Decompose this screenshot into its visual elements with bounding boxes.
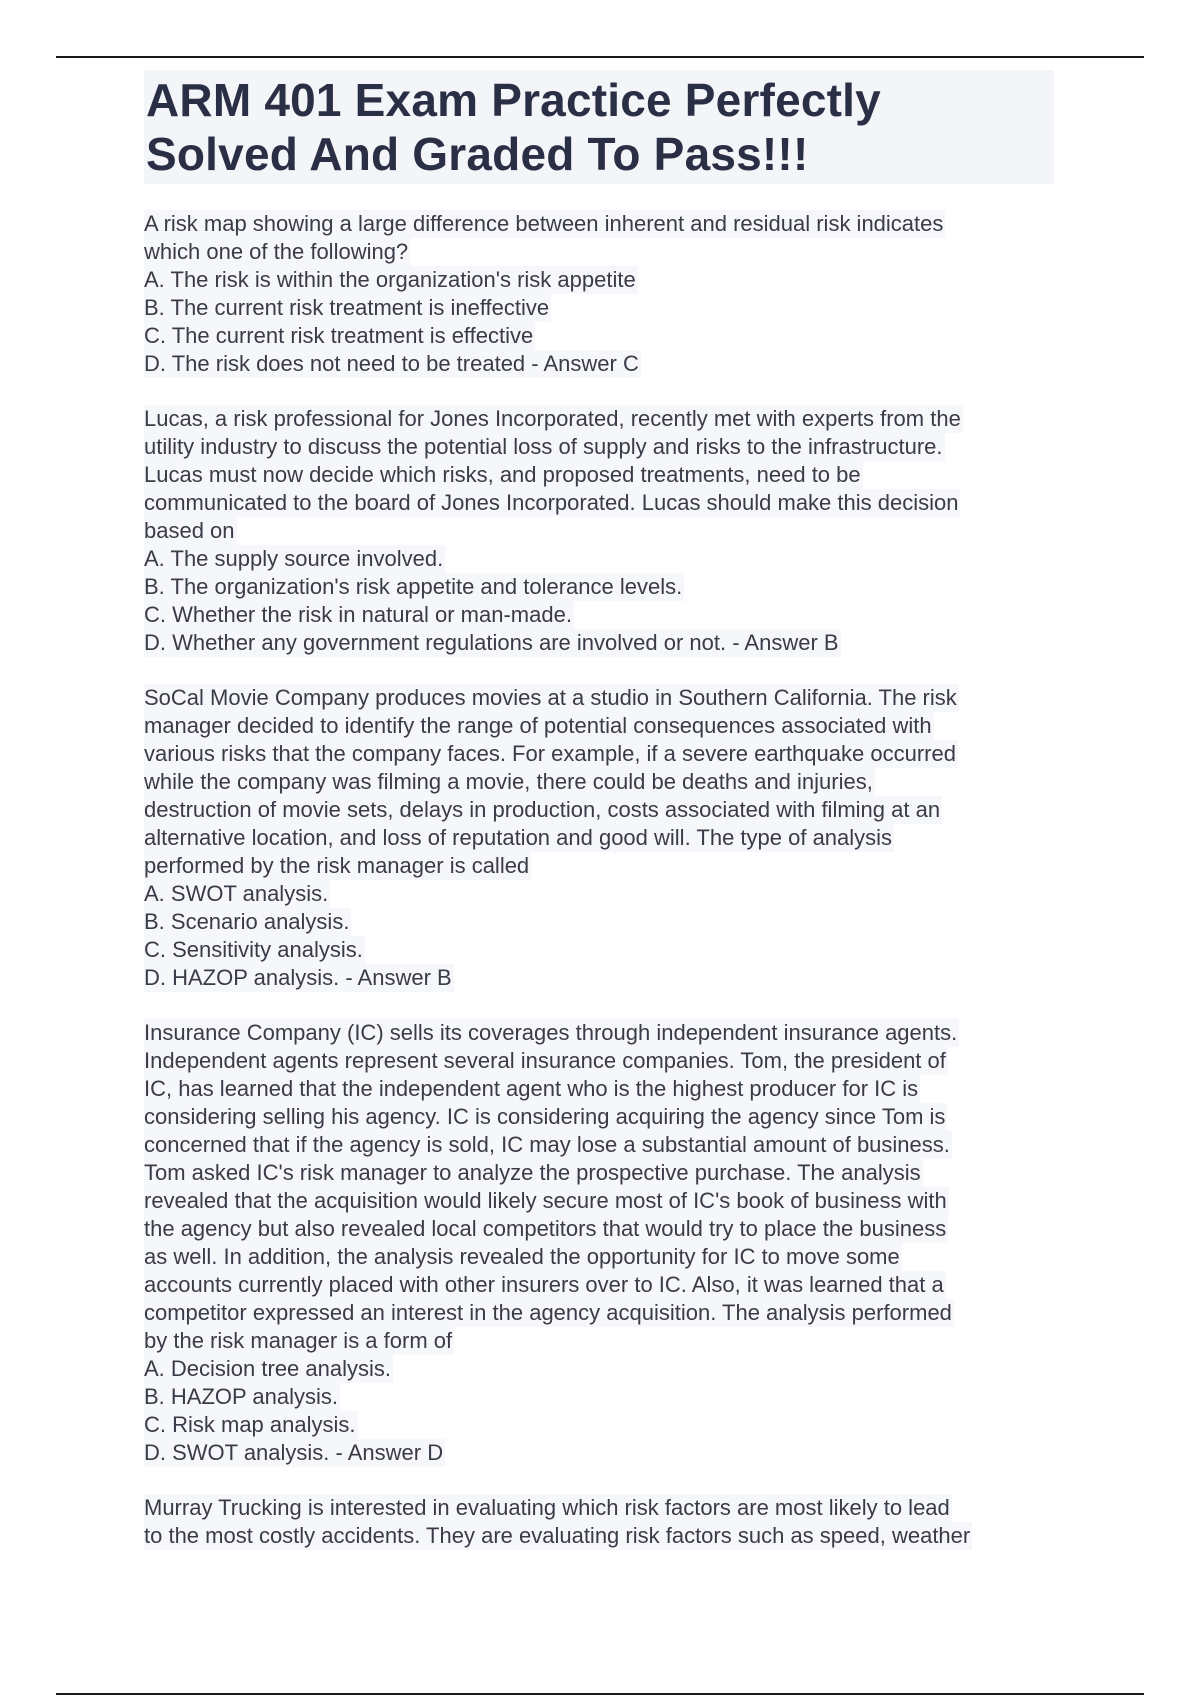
question-text-line: C. The current risk treatment is effective bbox=[144, 323, 534, 348]
question-text-line: A. Decision tree analysis. bbox=[144, 1356, 391, 1381]
question-text-line: Lucas must now decide which risks, and proposed treatments, need to be bbox=[144, 462, 861, 487]
question-list bbox=[144, 210, 1064, 1577]
question-text-line: C. Risk map analysis. bbox=[144, 1412, 356, 1437]
question-text-line: A. The supply source involved. bbox=[144, 546, 444, 571]
question-text-line: various risks that the company faces. For example, if a severe earthquake occurred bbox=[144, 741, 956, 766]
question-text-line: manager decided to identify the range of potential consequences associated with bbox=[144, 713, 932, 738]
question-text-line: A risk map showing a large difference between inherent and residual risk indicates bbox=[144, 211, 944, 236]
question-text-line: Tom asked IC's risk manager to analyze the prospective purchase. The analysis bbox=[144, 1160, 921, 1185]
question-text-line: considering selling his agency. IC is considering acquiring the agency since Tom is bbox=[144, 1104, 946, 1129]
question-block bbox=[144, 405, 1064, 657]
question-block bbox=[144, 1019, 1064, 1467]
bottom-rule bbox=[56, 1693, 1144, 1695]
question-text-line: A. SWOT analysis. bbox=[144, 881, 329, 906]
question-text-line: alternative location, and loss of reputation and good will. The type of analysis bbox=[144, 825, 893, 850]
question-text-line: which one of the following? bbox=[144, 239, 409, 264]
question-text-line: D. The risk does not need to be treated - Answer C bbox=[144, 351, 639, 376]
question-text-line: concerned that if the agency is sold, IC may lose a substantial amount of business. bbox=[144, 1132, 950, 1157]
question-text-line: based on bbox=[144, 518, 235, 543]
question-text-line: while the company was filming a movie, there could be deaths and injuries, bbox=[144, 769, 873, 794]
question-text-line: accounts currently placed with other insurers over to IC. Also, it was learned that a bbox=[144, 1272, 944, 1297]
question-text-line: to the most costly accidents. They are evaluating risk factors such as speed, weather bbox=[144, 1523, 971, 1548]
question-text-line: IC, has learned that the independent agent who is the highest producer for IC is bbox=[144, 1076, 919, 1101]
question-text-line: D. HAZOP analysis. - Answer B bbox=[144, 965, 452, 990]
question-text-line: revealed that the acquisition would likely secure most of IC's book of business with bbox=[144, 1188, 947, 1213]
question-text-line: utility industry to discuss the potential loss of supply and risks to the infrastructure. bbox=[144, 434, 943, 459]
question-text-line: Lucas, a risk professional for Jones Incorporated, recently met with experts from the bbox=[144, 406, 961, 431]
question-block bbox=[144, 210, 1064, 378]
question-text-line: communicated to the board of Jones Incorporated. Lucas should make this decision bbox=[144, 490, 959, 515]
question-text-line: B. HAZOP analysis. bbox=[144, 1384, 338, 1409]
question-text-line: B. The current risk treatment is ineffective bbox=[144, 295, 550, 320]
question-text-line: competitor expressed an interest in the agency acquisition. The analysis performed bbox=[144, 1300, 952, 1325]
document-title bbox=[144, 70, 1054, 184]
question-text-line: the agency but also revealed local competitors that would try to place the business bbox=[144, 1216, 947, 1241]
question-text-line: as well. In addition, the analysis revealed the opportunity for IC to move some bbox=[144, 1244, 900, 1269]
question-text-line: Independent agents represent several insurance companies. Tom, the president of bbox=[144, 1048, 946, 1073]
question-text-line: C. Whether the risk in natural or man-made. bbox=[144, 602, 572, 627]
title-line-2: Solved And Graded To Pass!!! bbox=[146, 128, 809, 180]
question-text-line: B. Scenario analysis. bbox=[144, 909, 350, 934]
top-rule bbox=[56, 56, 1144, 58]
question-text-line: B. The organization's risk appetite and tolerance levels. bbox=[144, 574, 683, 599]
question-text-line: destruction of movie sets, delays in production, costs associated with filming at an bbox=[144, 797, 941, 822]
question-block bbox=[144, 1494, 1064, 1550]
question-text-line: Murray Trucking is interested in evaluating which risk factors are most likely to lead bbox=[144, 1495, 950, 1520]
question-text-line: by the risk manager is a form of bbox=[144, 1328, 453, 1353]
question-text-line: performed by the risk manager is called bbox=[144, 853, 530, 878]
question-text-line: D. Whether any government regulations are involved or not. - Answer B bbox=[144, 630, 839, 655]
question-text-line: Insurance Company (IC) sells its coverages through independent insurance agents. bbox=[144, 1020, 958, 1045]
question-text-line: SoCal Movie Company produces movies at a studio in Southern California. The risk bbox=[144, 685, 957, 710]
question-text-line: D. SWOT analysis. - Answer D bbox=[144, 1440, 444, 1465]
question-text-line: A. The risk is within the organization's risk appetite bbox=[144, 267, 636, 292]
question-text-line: C. Sensitivity analysis. bbox=[144, 937, 363, 962]
question-block bbox=[144, 684, 1064, 992]
title-line-1: ARM 401 Exam Practice Perfectly bbox=[146, 74, 881, 126]
